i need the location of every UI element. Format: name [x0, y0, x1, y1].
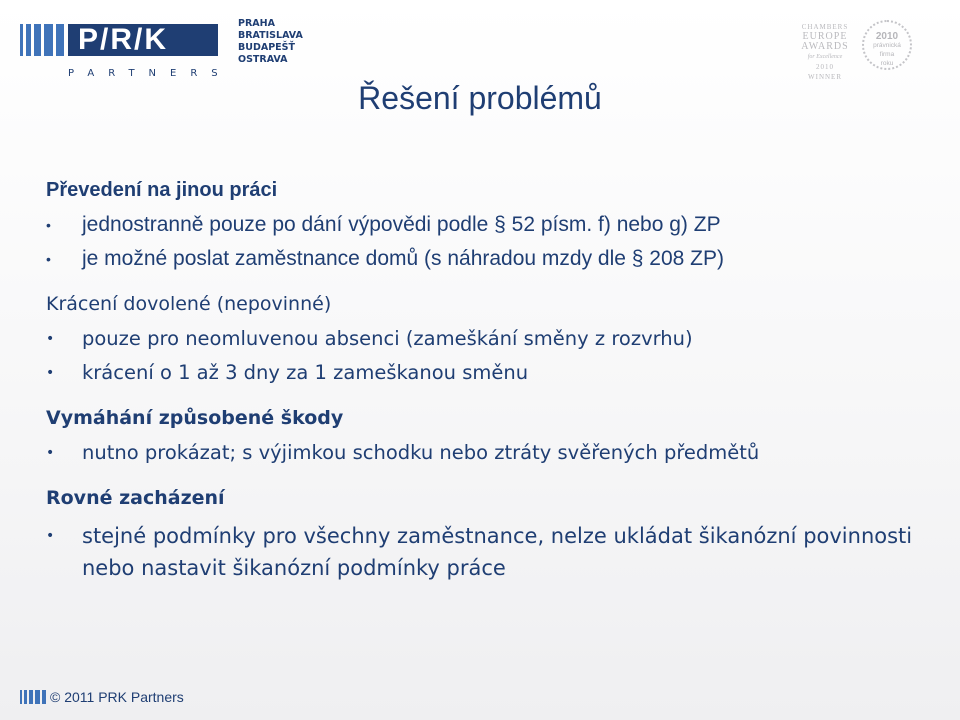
list-item-text: nutno prokázat; s výjimkou schodku nebo ztráty svěřených předmětů	[82, 441, 760, 464]
bullet-icon: •	[46, 251, 51, 267]
bullet-list	[46, 436, 926, 470]
city: OSTRAVA	[238, 54, 288, 65]
section-damage-recovery	[46, 400, 926, 470]
section-heading: Převedení na jinou práci	[46, 179, 278, 201]
bullet-icon: •	[46, 331, 55, 347]
bullet-list	[46, 516, 926, 584]
slide-title: Řešení problémů	[358, 80, 602, 116]
list-item-text: stejné podmínky pro všechny zaměstnance, nelze ukládat šikanózní povinnosti nebo nastavit šikanózní podmínky práce	[82, 524, 913, 580]
section-equal-treatment	[46, 480, 926, 584]
list-item-text: pouze pro neomluvenou absenci (zameškání směny z rozvrhu)	[82, 327, 693, 350]
section-heading: Vymáhání způsobené škody	[46, 407, 344, 429]
list-item	[46, 436, 926, 470]
logo-wordmark: P/R/K	[68, 24, 218, 56]
list-item-text: jednostranně pouze po dání výpovědi podle § 52 písm. f) nebo g) ZP	[82, 213, 721, 236]
footer-bars-icon	[20, 690, 48, 704]
section-heading: Krácení dovolené (nepovinné)	[46, 293, 332, 315]
bullet-icon: •	[46, 217, 51, 233]
office-cities	[238, 18, 303, 66]
city: BRATISLAVA	[238, 30, 303, 41]
list-item	[46, 516, 926, 584]
bullet-icon: •	[46, 365, 55, 381]
bullet-icon: •	[46, 445, 55, 461]
section-heading: Rovné zacházení	[46, 487, 225, 509]
section-leave-reduction	[46, 286, 926, 390]
bullet-icon: •	[46, 528, 55, 544]
list-item	[46, 322, 926, 356]
bullet-list	[46, 322, 926, 390]
list-item-text: krácení o 1 až 3 dny za 1 zameškanou směnu	[82, 361, 529, 384]
chambers-award-logo: CHAMBERS EUROPE AWARDS for Excellence 2010 WINNER	[801, 23, 849, 81]
list-item-text: je možné poslat zaměstnance domů (s náhradou mzdy dle § 208 ZP)	[82, 247, 725, 270]
footer	[20, 688, 320, 708]
city: PRAHA	[238, 18, 275, 29]
bullet-list	[46, 208, 926, 276]
list-item	[46, 356, 926, 390]
prk-logo	[20, 14, 303, 79]
copyright-text: © 2011 PRK Partners	[50, 689, 184, 705]
slide-content	[46, 172, 926, 584]
city: BUDAPEŠŤ	[238, 42, 295, 53]
list-item	[46, 242, 926, 276]
section-transfer	[46, 172, 926, 276]
law-firm-of-year-award-logo: 2010 právnická firma roku	[862, 20, 912, 70]
logo-bars-icon	[20, 24, 64, 56]
list-item	[46, 208, 926, 242]
logo-subtext: PARTNERS	[68, 68, 232, 79]
